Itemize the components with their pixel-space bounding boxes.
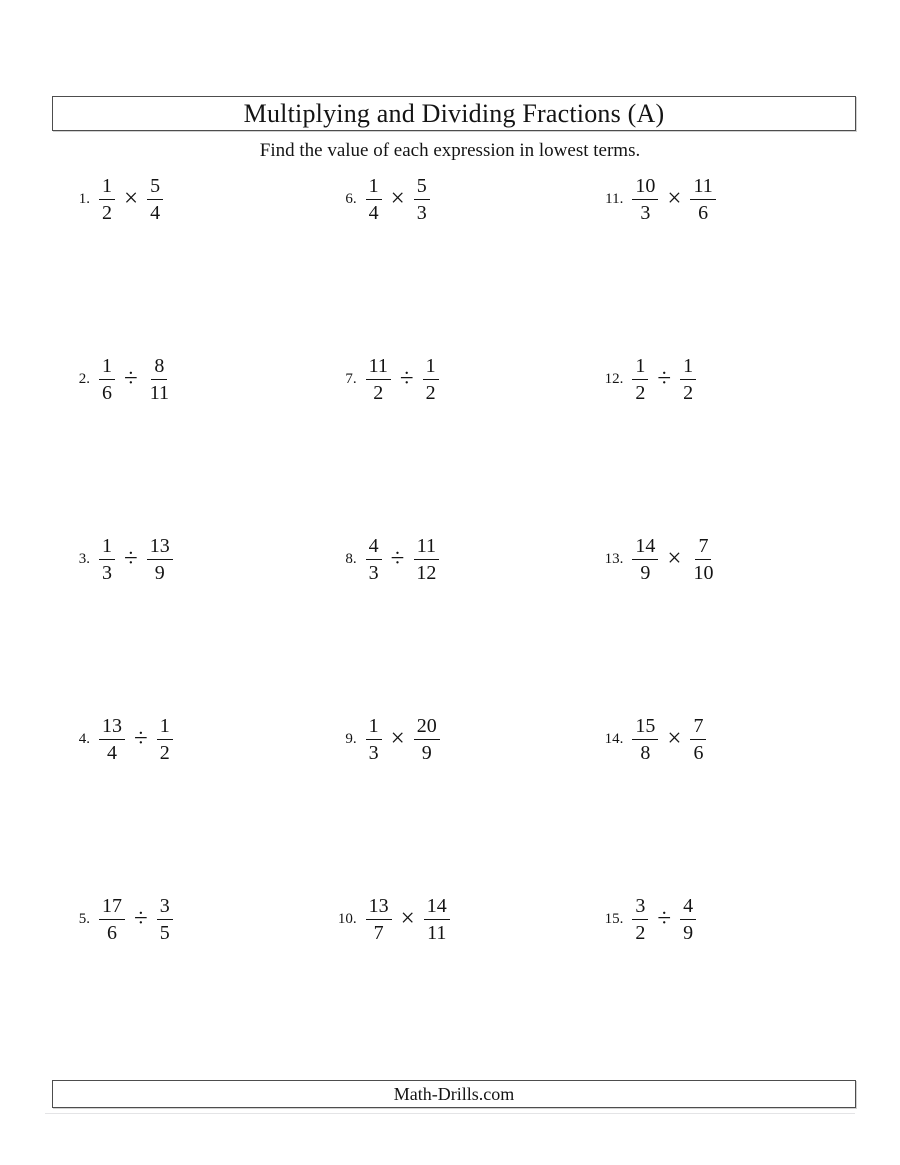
problem-13 — [593, 533, 860, 585]
problem-15 — [593, 893, 860, 945]
instruction-text: Find the value of each expression in lowest terms. — [259, 140, 641, 161]
fraction — [99, 175, 115, 224]
problem-8 — [327, 533, 594, 585]
fraction-numerator: 1 — [366, 715, 382, 740]
problem-4 — [60, 713, 327, 765]
fraction — [99, 715, 125, 764]
fraction-denominator: 2 — [683, 381, 694, 404]
problem-9 — [327, 713, 594, 765]
fraction — [366, 535, 382, 584]
problems-grid — [60, 173, 860, 1073]
fraction-numerator: 4 — [680, 895, 696, 920]
fraction — [413, 535, 439, 584]
problem-number: 14. — [604, 730, 624, 747]
fraction-denominator: 12 — [416, 561, 437, 584]
problem-number: 4. — [78, 730, 90, 747]
fraction — [157, 715, 173, 764]
fraction-numerator: 11 — [366, 355, 391, 380]
footer-box — [52, 1080, 856, 1108]
operator: × — [390, 184, 405, 212]
operator: × — [400, 904, 415, 932]
problem-10 — [327, 893, 594, 945]
fraction — [680, 355, 696, 404]
fraction-denominator: 11 — [149, 381, 169, 404]
fraction — [366, 355, 391, 404]
fraction-denominator: 4 — [107, 741, 117, 764]
fraction — [99, 355, 115, 404]
fraction-numerator: 1 — [680, 355, 696, 380]
operator: × — [667, 184, 682, 212]
fraction-denominator: 3 — [416, 201, 427, 224]
problem-number: 13. — [604, 550, 624, 567]
fraction-denominator: 2 — [635, 381, 646, 404]
fraction-numerator: 10 — [632, 175, 658, 200]
fraction — [632, 715, 658, 764]
problem-number: 11. — [605, 190, 624, 207]
problem-number: 10. — [337, 910, 357, 927]
fraction-numerator: 1 — [99, 535, 115, 560]
fraction — [147, 535, 173, 584]
problem-number: 7. — [345, 370, 357, 387]
fraction — [632, 355, 648, 404]
fraction — [423, 355, 439, 404]
fraction — [680, 895, 696, 944]
fraction — [366, 175, 382, 224]
fraction-denominator: 2 — [635, 921, 646, 944]
fraction-numerator: 13 — [147, 535, 173, 560]
footer-site-label: Math-Drills.com — [393, 1083, 515, 1104]
fraction-denominator: 9 — [640, 561, 651, 584]
fraction-denominator: 2 — [159, 741, 170, 764]
fraction-denominator: 4 — [150, 201, 161, 224]
fraction-denominator: 7 — [373, 921, 384, 944]
problem-number: 1. — [78, 190, 90, 207]
problem-1 — [60, 173, 327, 225]
operator: ÷ — [134, 724, 148, 752]
problem-12 — [593, 353, 860, 405]
fraction-numerator: 1 — [366, 175, 382, 200]
operator: ÷ — [124, 544, 138, 572]
fraction — [147, 175, 163, 224]
problem-number: 12. — [604, 370, 624, 387]
fraction-numerator: 5 — [414, 175, 430, 200]
fraction-numerator: 1 — [157, 715, 173, 740]
fraction-numerator: 7 — [690, 715, 706, 740]
fraction-denominator: 6 — [698, 201, 709, 224]
operator: ÷ — [124, 364, 138, 392]
problem-7 — [327, 353, 594, 405]
fraction — [366, 715, 382, 764]
problem-number: 3. — [78, 550, 90, 567]
problem-number: 15. — [604, 910, 624, 927]
fraction — [157, 895, 173, 944]
fraction-denominator: 6 — [107, 921, 117, 944]
operator: × — [667, 544, 682, 572]
fraction — [632, 535, 658, 584]
fraction-denominator: 4 — [368, 201, 379, 224]
operator: ÷ — [134, 904, 148, 932]
problem-5 — [60, 893, 327, 945]
fraction — [690, 535, 716, 584]
fraction-denominator: 3 — [102, 561, 112, 584]
fraction-denominator: 3 — [368, 741, 379, 764]
fraction-numerator: 11 — [690, 175, 715, 200]
operator: ÷ — [657, 904, 672, 932]
fraction — [366, 895, 392, 944]
fraction-numerator: 15 — [632, 715, 658, 740]
fraction-numerator: 20 — [414, 715, 440, 740]
problem-number: 2. — [78, 370, 90, 387]
fraction-denominator: 2 — [425, 381, 436, 404]
problem-number: 9. — [345, 730, 357, 747]
fraction-denominator: 10 — [693, 561, 714, 584]
fraction-numerator: 13 — [366, 895, 392, 920]
fraction — [632, 175, 658, 224]
fraction-numerator: 3 — [157, 895, 173, 920]
page-title: Multiplying and Dividing Fractions (A) — [243, 98, 665, 128]
page-edge-line — [45, 1113, 855, 1114]
fraction-denominator: 2 — [102, 201, 112, 224]
problem-11 — [593, 173, 860, 225]
fraction — [690, 715, 706, 764]
fraction-numerator: 14 — [632, 535, 658, 560]
fraction-numerator: 13 — [99, 715, 125, 740]
fraction-denominator: 2 — [373, 381, 384, 404]
operator: × — [667, 724, 682, 752]
fraction-numerator: 1 — [99, 175, 115, 200]
fraction-numerator: 4 — [366, 535, 382, 560]
fraction — [424, 895, 450, 944]
fraction-denominator: 9 — [421, 741, 432, 764]
fraction — [147, 355, 172, 404]
fraction — [414, 715, 440, 764]
fraction-numerator: 17 — [99, 895, 125, 920]
fraction-denominator: 9 — [154, 561, 165, 584]
fraction-denominator: 5 — [159, 921, 170, 944]
worksheet-page — [0, 96, 900, 1165]
fraction-denominator: 8 — [640, 741, 651, 764]
problem-14 — [593, 713, 860, 765]
fraction-denominator: 9 — [683, 921, 694, 944]
problem-6 — [327, 173, 594, 225]
fraction-numerator: 1 — [423, 355, 439, 380]
fraction-numerator: 8 — [151, 355, 167, 380]
problem-2 — [60, 353, 327, 405]
problem-3 — [60, 533, 327, 585]
problem-number: 6. — [345, 190, 357, 207]
operator: × — [390, 724, 405, 752]
fraction — [99, 535, 115, 584]
fraction-numerator: 5 — [147, 175, 163, 200]
fraction-numerator: 3 — [632, 895, 648, 920]
fraction-denominator: 3 — [368, 561, 379, 584]
fraction-denominator: 3 — [640, 201, 651, 224]
operator: ÷ — [657, 364, 672, 392]
fraction — [690, 175, 715, 224]
title-box — [52, 96, 856, 131]
fraction — [99, 895, 125, 944]
problem-number: 5. — [78, 910, 90, 927]
operator: ÷ — [399, 364, 414, 392]
fraction-denominator: 11 — [427, 921, 447, 944]
fraction-numerator: 1 — [632, 355, 648, 380]
operator: × — [124, 184, 139, 212]
fraction-denominator: 6 — [693, 741, 704, 764]
fraction-denominator: 6 — [102, 381, 112, 404]
problem-number: 8. — [345, 550, 357, 567]
fraction-numerator: 11 — [414, 535, 439, 560]
fraction — [414, 175, 430, 224]
fraction-numerator: 1 — [99, 355, 115, 380]
fraction-numerator: 14 — [424, 895, 450, 920]
operator: ÷ — [390, 544, 405, 572]
fraction-numerator: 7 — [695, 535, 711, 560]
fraction — [632, 895, 648, 944]
